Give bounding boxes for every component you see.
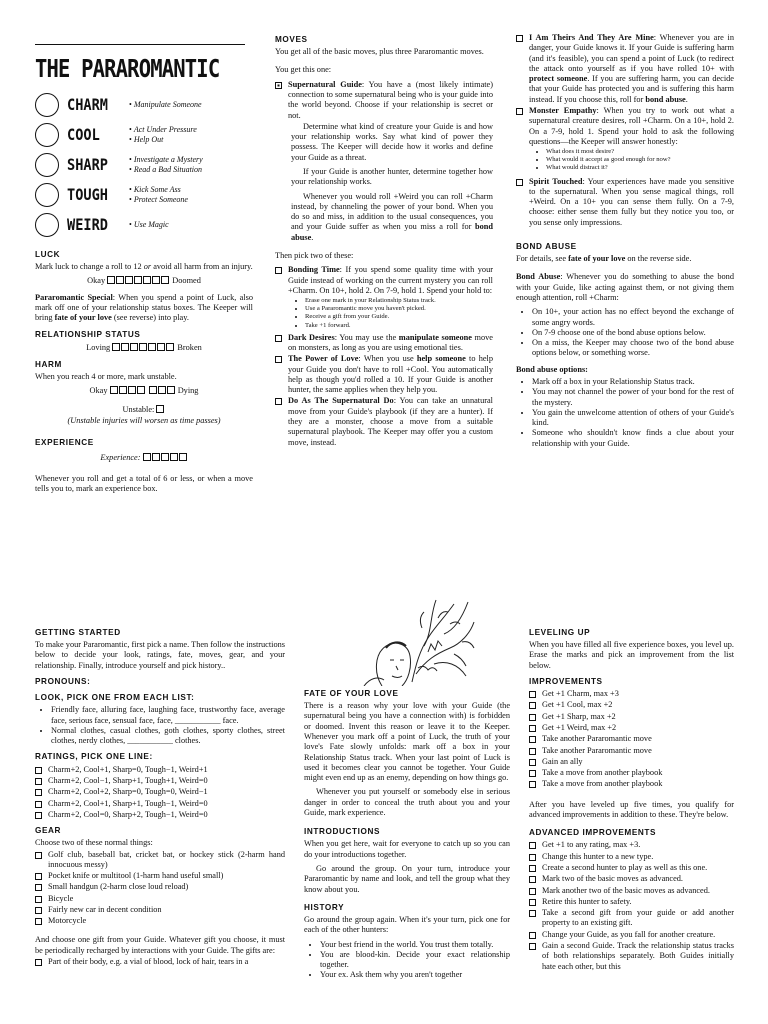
sg-paragraph-3: If your Guide is another hunter, determine together how your relationship works.	[291, 166, 493, 187]
moves-heading: MOVES	[275, 35, 308, 44]
luck-track	[35, 276, 253, 287]
pronouns-heading: PRONOUNS:	[35, 677, 91, 687]
harm-track	[35, 386, 253, 397]
improvement-item: Take a move from another playbook	[529, 768, 734, 778]
rating-charm	[35, 90, 253, 120]
basic-move: • Kick Some Ass	[129, 185, 188, 195]
improvement-item: Get +1 Charm, max +3	[529, 689, 734, 699]
improvement-item: Take another Pararomantic move	[529, 746, 734, 756]
improvement-checkbox[interactable]	[529, 781, 536, 788]
gear-intro: Choose two of these normal things:	[35, 838, 153, 848]
ratings-heading: RATINGS, PICK ONE LINE:	[35, 752, 153, 762]
improvement-item: Get +1 Weird, max +2	[529, 723, 734, 733]
history-option: • You are blood-kin. Decide your exact relationship together.	[320, 950, 510, 971]
luck-text: Mark luck to change a roll to 12 or avoid all harm from an injury.	[35, 262, 253, 272]
improvement-item: Gain an ally	[529, 757, 734, 767]
rating-checkbox[interactable]	[35, 801, 42, 808]
option-item: • You gain the unwelcome attention of others of your Guide's kind.	[532, 408, 734, 429]
middle-bottom-column	[304, 689, 510, 984]
option-item: • You may not channel the power of your bond for the rest of the mystery.	[532, 387, 734, 408]
after-leveling-text: After you have leveled up five times, you qualify for advanced improvements in addition to these. They're below.	[529, 799, 734, 819]
gear-item: Pocket knife or multitool (1-harm hand useful small)	[35, 871, 285, 881]
advanced-item: Mark two of the basic moves as advanced.	[529, 874, 734, 884]
result-item: • On 7-9 choose one of the bond abuse options below.	[532, 328, 734, 338]
introductions-heading: INTRODUCTIONS	[304, 827, 381, 837]
title-rule	[35, 44, 245, 45]
gear-item: Fairly new car in decent condition	[35, 905, 285, 915]
rating-moves	[129, 125, 197, 146]
move-spirit-touched: Spirit Touched: Your experiences have made you sensitive to the supernatural. When you sense magical things, roll +Weird. On a 10+ you can sense them fully. On a 7-9, choose: either sense them fully but they notice you too, or you sense only impressions.	[516, 177, 734, 228]
luck-doomed-label: Doomed	[172, 276, 201, 286]
option-item: • Receive a gift from your Guide.	[305, 313, 493, 321]
luck-heading: LUCK	[35, 250, 61, 259]
get-this-one: You get this one:	[275, 65, 332, 75]
leveling-up-text: When you have filled all five experience boxes, you level up. Erase the marks and pick an improvement from the list below.	[529, 640, 734, 670]
move-dark-desires: Dark Desires: You may use the manipulate someone move on monsters, as long as you are using emotional ties.	[275, 333, 493, 354]
move-checkbox[interactable]	[516, 179, 523, 186]
rating-name: WEIRD	[67, 215, 108, 235]
middle-top-column	[275, 35, 493, 449]
improvement-checkbox[interactable]	[529, 691, 536, 698]
history-heading: HISTORY	[304, 902, 345, 912]
couple-illustration-icon	[304, 594, 510, 686]
advanced-item: Mark another two of the basic moves as advanced.	[529, 886, 734, 896]
sg-paragraph-4: Whenever you would roll +Weird you can roll +Charm instead, by channeling the power of your bond. When you do so and miss, in addition to the usual consequences, you and your Guide suffer as when you miss a roll for bond abuse.	[291, 191, 493, 242]
option-item: • Mark off a box in your Relationship Status track.	[532, 377, 734, 387]
basic-move: • Read a Bad Situation	[129, 165, 203, 175]
bond-abuse-details: For details, see fate of your love on the reverse side.	[516, 254, 692, 264]
rating-moves	[129, 185, 188, 206]
harm-text: When you reach 4 or more, mark unstable.	[35, 372, 177, 382]
rating-moves	[129, 100, 202, 110]
advanced-checkbox[interactable]	[529, 876, 536, 883]
broken-label: Broken	[177, 342, 202, 352]
special-text: Pararomantic Special: When you spend a point of Luck, also mark off one of your relationship status boxes. The Keeper will bring fate of your love (see reverse) into play.	[35, 292, 253, 323]
move-supernatural-guide: Supernatural Guide: You have a (most likely intimate) connection to some supernatural being who is your guide into the world beyond. Choose if your relationship is secret or not.	[275, 80, 493, 121]
move-checkbox[interactable]	[275, 335, 282, 342]
advanced-checkbox[interactable]	[529, 854, 536, 861]
left-top-column	[35, 44, 253, 498]
harm-okay-label: Okay	[89, 386, 108, 396]
harm-heading: HARM	[35, 360, 62, 370]
gear-item: Golf club, baseball bat, cricket bat, or hockey stick (2-harm hand innocuous messy)	[35, 850, 285, 871]
move-do-as-supernatural: Do As The Supernatural Do: You can take an unnatural move from your Guide's playbook (if they are a hunter). If they are a monster, choose a move from a suitable supernatural playbook. The Keeper may offer you a custom move, instead.	[275, 396, 493, 447]
monster-empathy-questions	[516, 148, 734, 173]
ratings-block	[35, 90, 253, 240]
cool-circle[interactable]	[35, 123, 59, 147]
rating-checkbox[interactable]	[35, 812, 42, 819]
fate-paragraph-2: Whenever you put yourself or somebody else in serious danger in order to conceal the truth about you and your Guide, mark experience.	[304, 787, 510, 817]
rating-name: COOL	[67, 125, 100, 145]
question-item: • What does it most desire?	[546, 148, 734, 156]
option-item: • Erase one mark in your Relationship Status track.	[305, 297, 493, 305]
gear-heading: GEAR	[35, 826, 62, 836]
rating-checkbox[interactable]	[35, 789, 42, 796]
move-checkbox[interactable]	[516, 35, 523, 42]
bond-abuse-options-label: Bond abuse options:	[516, 364, 588, 374]
relationship-boxes[interactable]	[112, 343, 175, 354]
move-monster-empathy: Monster Empathy: When you try to work out what a supernatural creature desires, roll +Charm. On a 10+, hold 2. On a 7-9, hold 1. Spend your hold to ask the following questions—the Keeper will answer honestly:	[516, 106, 734, 147]
history-option: • Your best friend in the world. You trust them totally.	[320, 940, 510, 950]
rating-sharp	[35, 150, 253, 180]
gift-item: Part of their body, e.g. a vial of blood, lock of hair, tears in a	[35, 957, 285, 967]
illustration	[304, 594, 510, 686]
advanced-item: Change your Guide, as you fall for another creature.	[529, 930, 734, 940]
improvement-checkbox[interactable]	[529, 736, 536, 743]
leveling-up-heading: LEVELING UP	[529, 628, 591, 637]
bond-abuse-options	[516, 377, 734, 449]
rating-tough	[35, 180, 253, 210]
luck-boxes[interactable]	[107, 276, 170, 287]
rating-line: Charm+2, Cool+1, Sharp=0, Tough−1, Weird+1	[35, 765, 285, 775]
move-checkbox[interactable]	[275, 356, 282, 363]
rating-line: Charm+2, Cool−1, Sharp+1, Tough+1, Weird=0	[35, 776, 285, 786]
unstable-row	[35, 405, 253, 416]
bond-abuse-text: Bond Abuse: Whenever you do something to abuse the bond with your Guide, like acting against them, or not giving them enough attention, roll +Charm:	[516, 272, 734, 303]
getting-started-text: To make your Pararomantic, first pick a name. Then follow the instructions below to decide your look, ratings, fate, moves, gear, and your relationship. Finally, introduce yourself and pick history..	[35, 640, 285, 670]
look-option: • Normal clothes, casual clothes, goth clothes, sporty clothes, street clothes, nerdy clothes, ___________ clothes.	[51, 726, 285, 747]
advanced-item: Gain a second Guide. Track the relationship status tracks of both relationships separately. Both Guides initially hate each other, but this	[529, 941, 734, 972]
sharp-circle[interactable]	[35, 153, 59, 177]
basic-move: • Investigate a Mystery	[129, 155, 203, 165]
experience-boxes[interactable]	[143, 453, 188, 464]
bond-abuse-results	[516, 307, 734, 358]
advanced-checkbox[interactable]	[529, 932, 536, 939]
gift-checkbox[interactable]	[35, 959, 42, 966]
pick-three: Then pick two of these:	[275, 250, 354, 260]
improvement-item: Get +1 Sharp, max +2	[529, 712, 734, 722]
basic-move: • Use Magic	[129, 220, 169, 230]
bonding-time-options	[275, 297, 493, 330]
basic-move: • Help Out	[129, 135, 197, 145]
option-item: • Someone who shouldn't know finds a clue about your relationship with your Guide.	[532, 428, 734, 449]
move-bonding-time: Bonding Time: If you spend some quality time with your Guide instead of working on the current mystery you can roll +Charm. On 10+, hold 2. On 7-9, hold 1. Spend your hold to:	[275, 265, 493, 296]
gear-checkbox[interactable]	[35, 896, 42, 903]
improvement-checkbox[interactable]	[529, 748, 536, 755]
advanced-checkbox[interactable]	[529, 865, 536, 872]
advanced-checkbox[interactable]	[529, 842, 536, 849]
unstable-label: Unstable:	[122, 404, 155, 414]
gear-item: Bicycle	[35, 894, 285, 904]
fate-paragraph-1: There is a reason why your love with your Guide (the supernatural being you have a connection with) is forbidden or doomed. Invent this reason or leave it to the Keeper. Whenever you mark off a point of Luck, the truth of your love's Fate slowly unfolds: mark off a box in your Relationship Status track. When your last point of Luck is used it becomes clear you cannot be together. Your Guide might even end up as an enemy, depending on how things go.	[304, 701, 510, 783]
gear-item: Motorcycle	[35, 916, 285, 926]
weird-circle[interactable]	[35, 213, 59, 237]
getting-started-heading: GETTING STARTED	[35, 628, 121, 637]
result-item: • On 10+, your action has no effect beyond the exchange of some angry words.	[532, 307, 734, 328]
gear-checkbox[interactable]	[35, 918, 42, 925]
gear-checkbox[interactable]	[35, 884, 42, 891]
improvement-checkbox[interactable]	[529, 725, 536, 732]
history-option: • Your ex. Ask them why you aren't together	[320, 970, 510, 980]
tough-circle[interactable]	[35, 183, 59, 207]
improvements-heading: IMPROVEMENTS	[529, 677, 603, 687]
gift-text: And choose one gift from your Guide. Whatever gift you choose, it must be periodically recharged by interactions with your Guide. The gifts are:	[35, 935, 285, 955]
right-top-column	[516, 33, 734, 452]
right-bottom-column	[529, 628, 734, 973]
experience-label: Experience:	[100, 452, 141, 462]
gear-checkbox[interactable]	[35, 852, 42, 859]
experience-track	[35, 453, 253, 464]
charm-circle[interactable]	[35, 93, 59, 117]
rating-checkbox[interactable]	[35, 767, 42, 774]
relationship-heading: RELATIONSHIP STATUS	[35, 329, 141, 339]
improvement-item: Take a move from another playbook	[529, 779, 734, 789]
moves-intro: You get all of the basic moves, plus three Pararomantic moves.	[275, 47, 484, 57]
move-i-am-theirs: I Am Theirs And They Are Mine: Whenever you are in danger, your Guide knows it. If your Guide is suffering harm (and it's feasible), you can spend a point of Luck (to redirect the attack onto yourself as if you have rolled 10+ with protect someone. If you are suffering harm, you can decide that your Guide has protected you and is suffering this harm instead. If you choose this, roll for bond abuse.	[516, 33, 734, 105]
rating-moves	[129, 220, 169, 230]
improvement-checkbox[interactable]	[529, 702, 536, 709]
rating-name: TOUGH	[67, 185, 108, 205]
history-text: Go around the group again. When it's your turn, pick one for each of the other hunters:	[304, 915, 510, 935]
move-checkbox[interactable]	[275, 398, 282, 405]
fate-heading: FATE OF YOUR LOVE	[304, 689, 399, 698]
basic-move: • Manipulate Someone	[129, 100, 202, 110]
introductions-paragraph-2: Go around the group. On your turn, introduce your Pararomantic by name and look, and tell the group what they know about you.	[304, 864, 510, 894]
rating-cool	[35, 120, 253, 150]
rating-checkbox[interactable]	[35, 778, 42, 785]
luck-okay-label: Okay	[87, 276, 106, 286]
rating-name: SHARP	[67, 155, 108, 175]
relationship-track	[35, 343, 253, 354]
advanced-item: Get +1 to any rating, max +3.	[529, 840, 734, 850]
rating-name: CHARM	[67, 95, 108, 115]
harm-boxes[interactable]	[110, 386, 176, 397]
advanced-improvements-heading: ADVANCED IMPROVEMENTS	[529, 828, 657, 838]
look-list	[35, 705, 285, 746]
advanced-checkbox[interactable]	[529, 943, 536, 950]
gear-item: Small handgun (2-harm close loud reload)	[35, 882, 285, 892]
unstable-box[interactable]	[156, 405, 165, 416]
improvement-item: Get +1 Cool, max +2	[529, 700, 734, 710]
question-item: • What would distract it?	[546, 164, 734, 172]
unstable-note: (Unstable injuries will worsen as time passes)	[67, 416, 221, 426]
rating-line: Charm+2, Cool+1, Sharp+1, Tough−1, Weird=0	[35, 799, 285, 809]
move-checkbox[interactable]	[275, 82, 282, 89]
advanced-checkbox[interactable]	[529, 888, 536, 895]
rating-weird	[35, 210, 253, 240]
move-checkbox[interactable]	[516, 108, 523, 115]
sg-paragraph-2: Determine what kind of creature your Guide is and how your relationship works. Say what kind of power they possess. The Keeper will decide how it works and define your Guide as a threat.	[291, 121, 493, 162]
experience-heading: EXPERIENCE	[35, 438, 94, 448]
improvement-checkbox[interactable]	[529, 759, 536, 766]
move-checkbox[interactable]	[275, 267, 282, 274]
move-power-of-love: The Power of Love: When you use help someone to help your Guide you don't have to roll +Cool. You automatically help as though you'd rolled a 10. If your Guide is another hunter, the same applies when they help you.	[275, 354, 493, 395]
introductions-paragraph-1: When you get here, wait for everyone to catch up so you can do your introductions together.	[304, 839, 510, 859]
question-item: • What would it accept as good enough for now?	[546, 156, 734, 164]
improvement-checkbox[interactable]	[529, 770, 536, 777]
option-item: • Take +1 forward.	[305, 322, 493, 330]
rating-line: Charm+2, Cool+2, Sharp=0, Tough=0, Weird−1	[35, 787, 285, 797]
improvement-item: Take another Pararomantic move	[529, 734, 734, 744]
look-heading: LOOK, PICK ONE FROM EACH LIST:	[35, 693, 195, 703]
advanced-item: Change this hunter to a new type.	[529, 852, 734, 862]
basic-move: • Act Under Pressure	[129, 125, 197, 135]
gear-checkbox[interactable]	[35, 873, 42, 880]
history-list	[304, 940, 510, 981]
basic-move: • Protect Someone	[129, 195, 188, 205]
bond-abuse-heading: BOND ABUSE	[516, 242, 577, 252]
advanced-item: Create a second hunter to play as well as this one.	[529, 863, 734, 873]
advanced-checkbox[interactable]	[529, 899, 536, 906]
advanced-item: Take a second gift from your guide or add another property to an existing gift.	[529, 908, 734, 929]
result-item: • On a miss, the Keeper may choose two of the bond abuse options below, or something worse.	[532, 338, 734, 359]
look-option: • Friendly face, alluring face, laughing face, trustworthy face, average face, serious face, sensual face, face, ___________ face.	[51, 705, 285, 726]
rating-moves	[129, 155, 203, 176]
advanced-checkbox[interactable]	[529, 910, 536, 917]
improvement-checkbox[interactable]	[529, 714, 536, 721]
gear-checkbox[interactable]	[35, 907, 42, 914]
option-item: • Use a Pararomantic move you haven't picked.	[305, 305, 493, 313]
left-bottom-column	[35, 628, 285, 968]
advanced-item: Retire this hunter to safety.	[529, 897, 734, 907]
rating-line: Charm+2, Cool=0, Sharp+2, Tough−1, Weird=0	[35, 810, 285, 820]
playbook-title: THE PARAROMANTIC	[35, 54, 220, 83]
experience-text: Whenever you roll and get a total of 6 or less, or when a move tells you to, mark an experience box.	[35, 473, 253, 494]
harm-dying-label: Dying	[177, 386, 199, 396]
loving-label: Loving	[86, 342, 111, 352]
